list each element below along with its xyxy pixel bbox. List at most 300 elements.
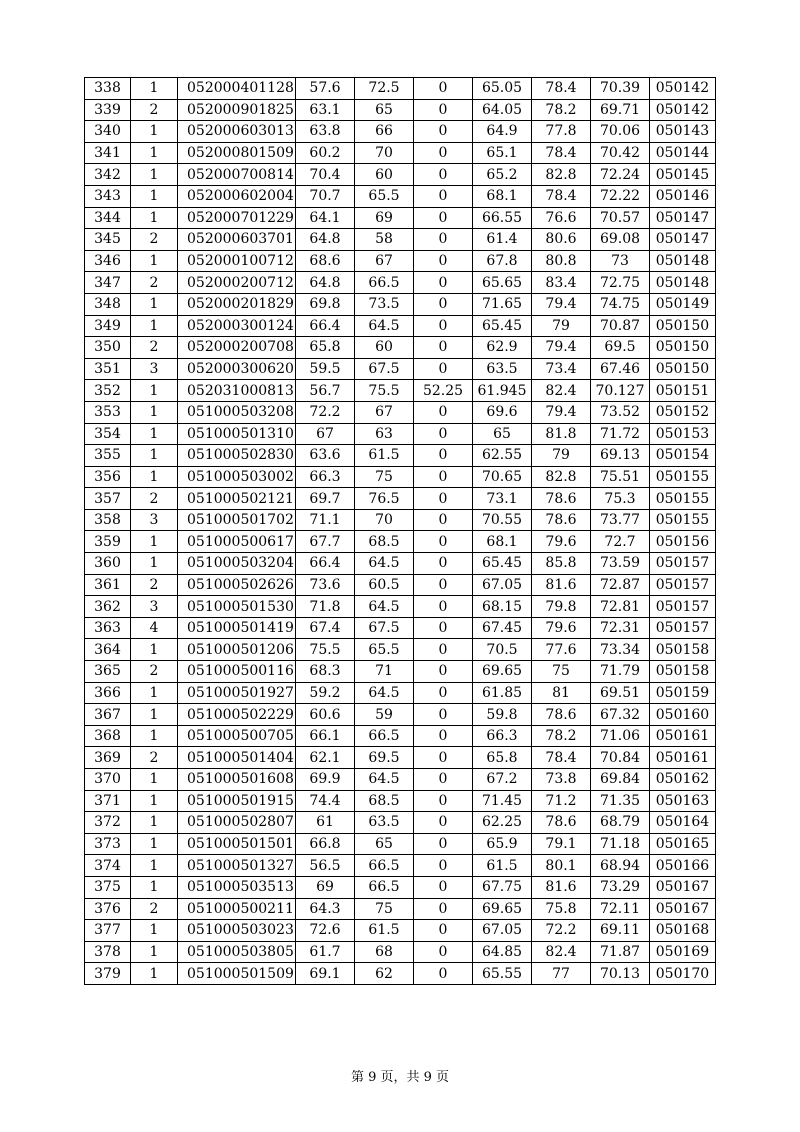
score-b-cell: 58 — [355, 229, 414, 251]
score-a-cell: 64.8 — [296, 272, 355, 294]
score-a-cell: 69.7 — [296, 488, 355, 510]
id-cell: 051000503002 — [178, 466, 296, 488]
total-score-cell: 72.7 — [591, 531, 650, 553]
seq-cell: 352 — [85, 380, 131, 402]
score-c-cell: 0 — [414, 898, 473, 920]
score-a-cell: 67 — [296, 423, 355, 445]
total-score-cell: 72.75 — [591, 272, 650, 294]
total-score-cell: 71.79 — [591, 661, 650, 683]
score-b-cell: 61.5 — [355, 445, 414, 467]
seq-cell: 378 — [85, 941, 131, 963]
position-code-cell: 050169 — [650, 941, 716, 963]
seq-cell: 364 — [85, 639, 131, 661]
total-score-cell: 69.71 — [591, 99, 650, 121]
score-c-cell: 0 — [414, 833, 473, 855]
score-c-cell: 0 — [414, 769, 473, 791]
total-score-cell: 73.77 — [591, 509, 650, 531]
position-code-cell: 050158 — [650, 639, 716, 661]
score-c-cell: 0 — [414, 401, 473, 423]
written-score-cell: 63.5 — [473, 358, 532, 380]
table-row — [85, 445, 716, 467]
written-score-cell: 67.45 — [473, 617, 532, 639]
rank-cell: 2 — [131, 99, 178, 121]
written-score-cell: 62.55 — [473, 445, 532, 467]
rank-cell: 3 — [131, 596, 178, 618]
rank-cell: 1 — [131, 401, 178, 423]
score-b-cell: 76.5 — [355, 488, 414, 510]
score-c-cell: 0 — [414, 358, 473, 380]
interview-score-cell: 81.8 — [532, 423, 591, 445]
written-score-cell: 64.85 — [473, 941, 532, 963]
seq-cell: 343 — [85, 185, 131, 207]
interview-score-cell: 75 — [532, 661, 591, 683]
score-c-cell: 0 — [414, 941, 473, 963]
written-score-cell: 67.05 — [473, 574, 532, 596]
interview-score-cell: 76.6 — [532, 207, 591, 229]
table-row — [85, 682, 716, 704]
seq-cell: 360 — [85, 553, 131, 575]
score-a-cell: 66.4 — [296, 315, 355, 337]
seq-cell: 366 — [85, 682, 131, 704]
score-c-cell: 0 — [414, 509, 473, 531]
position-code-cell: 050150 — [650, 358, 716, 380]
written-score-cell: 61.4 — [473, 229, 532, 251]
seq-cell: 371 — [85, 790, 131, 812]
position-code-cell: 050151 — [650, 380, 716, 402]
position-code-cell: 050144 — [650, 142, 716, 164]
interview-score-cell: 79 — [532, 315, 591, 337]
id-cell: 051000502121 — [178, 488, 296, 510]
table-row — [85, 380, 716, 402]
interview-score-cell: 82.4 — [532, 941, 591, 963]
interview-score-cell: 77.6 — [532, 639, 591, 661]
position-code-cell: 050163 — [650, 790, 716, 812]
score-b-cell: 64.5 — [355, 596, 414, 618]
id-cell: 051000503208 — [178, 401, 296, 423]
position-code-cell: 050168 — [650, 920, 716, 942]
written-score-cell: 65.2 — [473, 164, 532, 186]
seq-cell: 372 — [85, 812, 131, 834]
rank-cell: 1 — [131, 833, 178, 855]
score-c-cell: 0 — [414, 250, 473, 272]
id-cell: 051000503023 — [178, 920, 296, 942]
written-score-cell: 67.05 — [473, 920, 532, 942]
table-row — [85, 466, 716, 488]
score-a-cell: 74.4 — [296, 790, 355, 812]
rank-cell: 1 — [131, 466, 178, 488]
position-code-cell: 050166 — [650, 855, 716, 877]
position-code-cell: 050157 — [650, 596, 716, 618]
score-a-cell: 69.9 — [296, 769, 355, 791]
score-c-cell: 0 — [414, 639, 473, 661]
score-a-cell: 68.6 — [296, 250, 355, 272]
written-score-cell: 62.9 — [473, 337, 532, 359]
interview-score-cell: 79.4 — [532, 401, 591, 423]
score-a-cell: 61 — [296, 812, 355, 834]
written-score-cell: 65.1 — [473, 142, 532, 164]
interview-score-cell: 79.1 — [532, 833, 591, 855]
interview-score-cell: 81 — [532, 682, 591, 704]
seq-cell: 339 — [85, 99, 131, 121]
interview-score-cell: 78.2 — [532, 725, 591, 747]
score-a-cell: 65.8 — [296, 337, 355, 359]
id-cell: 051000501501 — [178, 833, 296, 855]
rank-cell: 2 — [131, 747, 178, 769]
total-score-cell: 69.13 — [591, 445, 650, 467]
id-cell: 052000603701 — [178, 229, 296, 251]
written-score-cell: 65 — [473, 423, 532, 445]
total-score-cell: 72.24 — [591, 164, 650, 186]
position-code-cell: 050145 — [650, 164, 716, 186]
written-score-cell: 67.2 — [473, 769, 532, 791]
interview-score-cell: 72.2 — [532, 920, 591, 942]
table-row — [85, 941, 716, 963]
id-cell: 051000500617 — [178, 531, 296, 553]
written-score-cell: 64.9 — [473, 121, 532, 143]
total-score-cell: 74.75 — [591, 293, 650, 315]
seq-cell: 347 — [85, 272, 131, 294]
score-b-cell: 66.5 — [355, 272, 414, 294]
rank-cell: 1 — [131, 445, 178, 467]
id-cell: 051000501327 — [178, 855, 296, 877]
id-cell: 052000200708 — [178, 337, 296, 359]
table-row — [85, 423, 716, 445]
score-b-cell: 67 — [355, 401, 414, 423]
results-table — [84, 77, 716, 985]
total-score-cell: 72.87 — [591, 574, 650, 596]
id-cell: 052000300620 — [178, 358, 296, 380]
score-a-cell: 63.1 — [296, 99, 355, 121]
id-cell: 051000500116 — [178, 661, 296, 683]
score-b-cell: 68.5 — [355, 531, 414, 553]
interview-score-cell: 80.6 — [532, 229, 591, 251]
position-code-cell: 050149 — [650, 293, 716, 315]
score-c-cell: 0 — [414, 704, 473, 726]
seq-cell: 368 — [85, 725, 131, 747]
written-score-cell: 71.45 — [473, 790, 532, 812]
score-c-cell: 0 — [414, 553, 473, 575]
rank-cell: 1 — [131, 941, 178, 963]
score-a-cell: 56.7 — [296, 380, 355, 402]
id-cell: 051000502807 — [178, 812, 296, 834]
table-row — [85, 358, 716, 380]
score-b-cell: 68.5 — [355, 790, 414, 812]
position-code-cell: 050142 — [650, 99, 716, 121]
score-b-cell: 59 — [355, 704, 414, 726]
rank-cell: 1 — [131, 920, 178, 942]
total-score-cell: 68.94 — [591, 855, 650, 877]
score-a-cell: 60.6 — [296, 704, 355, 726]
score-b-cell: 60 — [355, 337, 414, 359]
score-c-cell: 0 — [414, 661, 473, 683]
position-code-cell: 050148 — [650, 250, 716, 272]
score-b-cell: 67.5 — [355, 358, 414, 380]
score-a-cell: 70.4 — [296, 164, 355, 186]
total-score-cell: 71.06 — [591, 725, 650, 747]
rank-cell: 1 — [131, 142, 178, 164]
score-b-cell: 75 — [355, 466, 414, 488]
score-c-cell: 0 — [414, 790, 473, 812]
score-b-cell: 61.5 — [355, 920, 414, 942]
written-score-cell: 61.85 — [473, 682, 532, 704]
id-cell: 051000501509 — [178, 963, 296, 985]
score-c-cell: 0 — [414, 725, 473, 747]
written-score-cell: 70.65 — [473, 466, 532, 488]
total-score-cell: 67.46 — [591, 358, 650, 380]
score-c-cell: 0 — [414, 337, 473, 359]
seq-cell: 379 — [85, 963, 131, 985]
score-c-cell: 0 — [414, 315, 473, 337]
score-a-cell: 63.8 — [296, 121, 355, 143]
seq-cell: 373 — [85, 833, 131, 855]
interview-score-cell: 78.4 — [532, 747, 591, 769]
interview-score-cell: 80.1 — [532, 855, 591, 877]
table-row — [85, 833, 716, 855]
table-row — [85, 898, 716, 920]
table-row — [85, 531, 716, 553]
score-a-cell: 62.1 — [296, 747, 355, 769]
seq-cell: 341 — [85, 142, 131, 164]
rank-cell: 3 — [131, 509, 178, 531]
total-score-cell: 70.13 — [591, 963, 650, 985]
interview-score-cell: 78.6 — [532, 509, 591, 531]
written-score-cell: 69.6 — [473, 401, 532, 423]
score-b-cell: 70 — [355, 509, 414, 531]
interview-score-cell: 79.6 — [532, 617, 591, 639]
score-c-cell: 0 — [414, 617, 473, 639]
rank-cell: 3 — [131, 358, 178, 380]
score-b-cell: 71 — [355, 661, 414, 683]
total-score-cell: 71.72 — [591, 423, 650, 445]
score-a-cell: 72.6 — [296, 920, 355, 942]
id-cell: 052000200712 — [178, 272, 296, 294]
interview-score-cell: 78.6 — [532, 488, 591, 510]
position-code-cell: 050152 — [650, 401, 716, 423]
rank-cell: 2 — [131, 488, 178, 510]
position-code-cell: 050150 — [650, 315, 716, 337]
rank-cell: 1 — [131, 78, 178, 100]
score-b-cell: 66.5 — [355, 855, 414, 877]
written-score-cell: 61.5 — [473, 855, 532, 877]
rank-cell: 1 — [131, 682, 178, 704]
id-cell: 051000501702 — [178, 509, 296, 531]
table-row — [85, 488, 716, 510]
interview-score-cell: 82.8 — [532, 164, 591, 186]
rank-cell: 1 — [131, 704, 178, 726]
table-row — [85, 790, 716, 812]
written-score-cell: 66.55 — [473, 207, 532, 229]
id-cell: 052000801509 — [178, 142, 296, 164]
seq-cell: 353 — [85, 401, 131, 423]
table-row — [85, 401, 716, 423]
table-row — [85, 617, 716, 639]
seq-cell: 340 — [85, 121, 131, 143]
id-cell: 052000603013 — [178, 121, 296, 143]
rank-cell: 2 — [131, 574, 178, 596]
total-score-cell: 72.22 — [591, 185, 650, 207]
table-row — [85, 876, 716, 898]
score-c-cell: 0 — [414, 747, 473, 769]
total-score-cell: 70.39 — [591, 78, 650, 100]
written-score-cell: 73.1 — [473, 488, 532, 510]
score-b-cell: 60 — [355, 164, 414, 186]
score-c-cell: 0 — [414, 229, 473, 251]
total-score-cell: 73.52 — [591, 401, 650, 423]
score-b-cell: 69 — [355, 207, 414, 229]
score-a-cell: 64.8 — [296, 229, 355, 251]
id-cell: 051000501530 — [178, 596, 296, 618]
score-c-cell: 0 — [414, 164, 473, 186]
score-c-cell: 0 — [414, 812, 473, 834]
score-a-cell: 61.7 — [296, 941, 355, 963]
interview-score-cell: 79.4 — [532, 337, 591, 359]
total-score-cell: 70.42 — [591, 142, 650, 164]
id-cell: 052000401128 — [178, 78, 296, 100]
interview-score-cell: 78.4 — [532, 78, 591, 100]
score-b-cell: 62 — [355, 963, 414, 985]
score-c-cell: 0 — [414, 142, 473, 164]
id-cell: 051000501915 — [178, 790, 296, 812]
interview-score-cell: 73.8 — [532, 769, 591, 791]
table-row — [85, 769, 716, 791]
score-a-cell: 75.5 — [296, 639, 355, 661]
score-a-cell: 60.2 — [296, 142, 355, 164]
score-c-cell: 0 — [414, 272, 473, 294]
score-b-cell: 70 — [355, 142, 414, 164]
score-c-cell: 0 — [414, 682, 473, 704]
seq-cell: 370 — [85, 769, 131, 791]
score-a-cell: 66.8 — [296, 833, 355, 855]
rank-cell: 2 — [131, 229, 178, 251]
total-score-cell: 73.34 — [591, 639, 650, 661]
table-row — [85, 553, 716, 575]
score-a-cell: 71.8 — [296, 596, 355, 618]
total-score-cell: 70.87 — [591, 315, 650, 337]
seq-cell: 361 — [85, 574, 131, 596]
seq-cell: 369 — [85, 747, 131, 769]
score-b-cell: 64.5 — [355, 315, 414, 337]
score-a-cell: 68.3 — [296, 661, 355, 683]
seq-cell: 350 — [85, 337, 131, 359]
table-row — [85, 293, 716, 315]
score-b-cell: 75 — [355, 898, 414, 920]
score-a-cell: 67.4 — [296, 617, 355, 639]
table-row — [85, 250, 716, 272]
interview-score-cell: 81.6 — [532, 574, 591, 596]
score-a-cell: 67.7 — [296, 531, 355, 553]
written-score-cell: 69.65 — [473, 898, 532, 920]
id-cell: 052000300124 — [178, 315, 296, 337]
score-b-cell: 60.5 — [355, 574, 414, 596]
score-c-cell: 0 — [414, 293, 473, 315]
seq-cell: 359 — [85, 531, 131, 553]
seq-cell: 363 — [85, 617, 131, 639]
table-row — [85, 855, 716, 877]
position-code-cell: 050162 — [650, 769, 716, 791]
score-c-cell: 0 — [414, 466, 473, 488]
table-row — [85, 337, 716, 359]
position-code-cell: 050160 — [650, 704, 716, 726]
position-code-cell: 050170 — [650, 963, 716, 985]
table-row — [85, 142, 716, 164]
seq-cell: 358 — [85, 509, 131, 531]
score-b-cell: 69.5 — [355, 747, 414, 769]
score-a-cell: 66.1 — [296, 725, 355, 747]
score-a-cell: 66.4 — [296, 553, 355, 575]
total-score-cell: 70.06 — [591, 121, 650, 143]
score-b-cell: 64.5 — [355, 553, 414, 575]
total-score-cell: 73.59 — [591, 553, 650, 575]
rank-cell: 1 — [131, 423, 178, 445]
score-b-cell: 66.5 — [355, 725, 414, 747]
score-b-cell: 75.5 — [355, 380, 414, 402]
table-row — [85, 78, 716, 100]
position-code-cell: 050146 — [650, 185, 716, 207]
written-score-cell: 71.65 — [473, 293, 532, 315]
interview-score-cell: 77.8 — [532, 121, 591, 143]
id-cell: 052000901825 — [178, 99, 296, 121]
position-code-cell: 050157 — [650, 553, 716, 575]
total-score-cell: 69.51 — [591, 682, 650, 704]
position-code-cell: 050150 — [650, 337, 716, 359]
id-cell: 051000501206 — [178, 639, 296, 661]
position-code-cell: 050155 — [650, 509, 716, 531]
score-c-cell: 0 — [414, 574, 473, 596]
total-score-cell: 70.84 — [591, 747, 650, 769]
score-c-cell: 0 — [414, 185, 473, 207]
position-code-cell: 050142 — [650, 78, 716, 100]
total-score-cell: 72.11 — [591, 898, 650, 920]
score-a-cell: 56.5 — [296, 855, 355, 877]
score-c-cell: 0 — [414, 920, 473, 942]
table-row — [85, 725, 716, 747]
rank-cell: 1 — [131, 790, 178, 812]
score-a-cell: 70.7 — [296, 185, 355, 207]
score-b-cell: 68 — [355, 941, 414, 963]
interview-score-cell: 73.4 — [532, 358, 591, 380]
score-b-cell: 65 — [355, 99, 414, 121]
table-row — [85, 704, 716, 726]
score-c-cell: 0 — [414, 207, 473, 229]
position-code-cell: 050155 — [650, 466, 716, 488]
rank-cell: 1 — [131, 553, 178, 575]
seq-cell: 374 — [85, 855, 131, 877]
id-cell: 051000501404 — [178, 747, 296, 769]
position-code-cell: 050154 — [650, 445, 716, 467]
interview-score-cell: 85.8 — [532, 553, 591, 575]
position-code-cell: 050147 — [650, 207, 716, 229]
seq-cell: 356 — [85, 466, 131, 488]
written-score-cell: 69.65 — [473, 661, 532, 683]
table-row — [85, 207, 716, 229]
position-code-cell: 050147 — [650, 229, 716, 251]
seq-cell: 345 — [85, 229, 131, 251]
score-c-cell: 0 — [414, 855, 473, 877]
position-code-cell: 050157 — [650, 617, 716, 639]
id-cell: 051000500705 — [178, 725, 296, 747]
table-row — [85, 920, 716, 942]
score-a-cell: 73.6 — [296, 574, 355, 596]
written-score-cell: 68.15 — [473, 596, 532, 618]
id-cell: 051000503805 — [178, 941, 296, 963]
id-cell: 051000502830 — [178, 445, 296, 467]
total-score-cell: 68.79 — [591, 812, 650, 834]
interview-score-cell: 78.6 — [532, 704, 591, 726]
table-row — [85, 574, 716, 596]
interview-score-cell: 79 — [532, 445, 591, 467]
seq-cell: 375 — [85, 876, 131, 898]
score-a-cell: 63.6 — [296, 445, 355, 467]
